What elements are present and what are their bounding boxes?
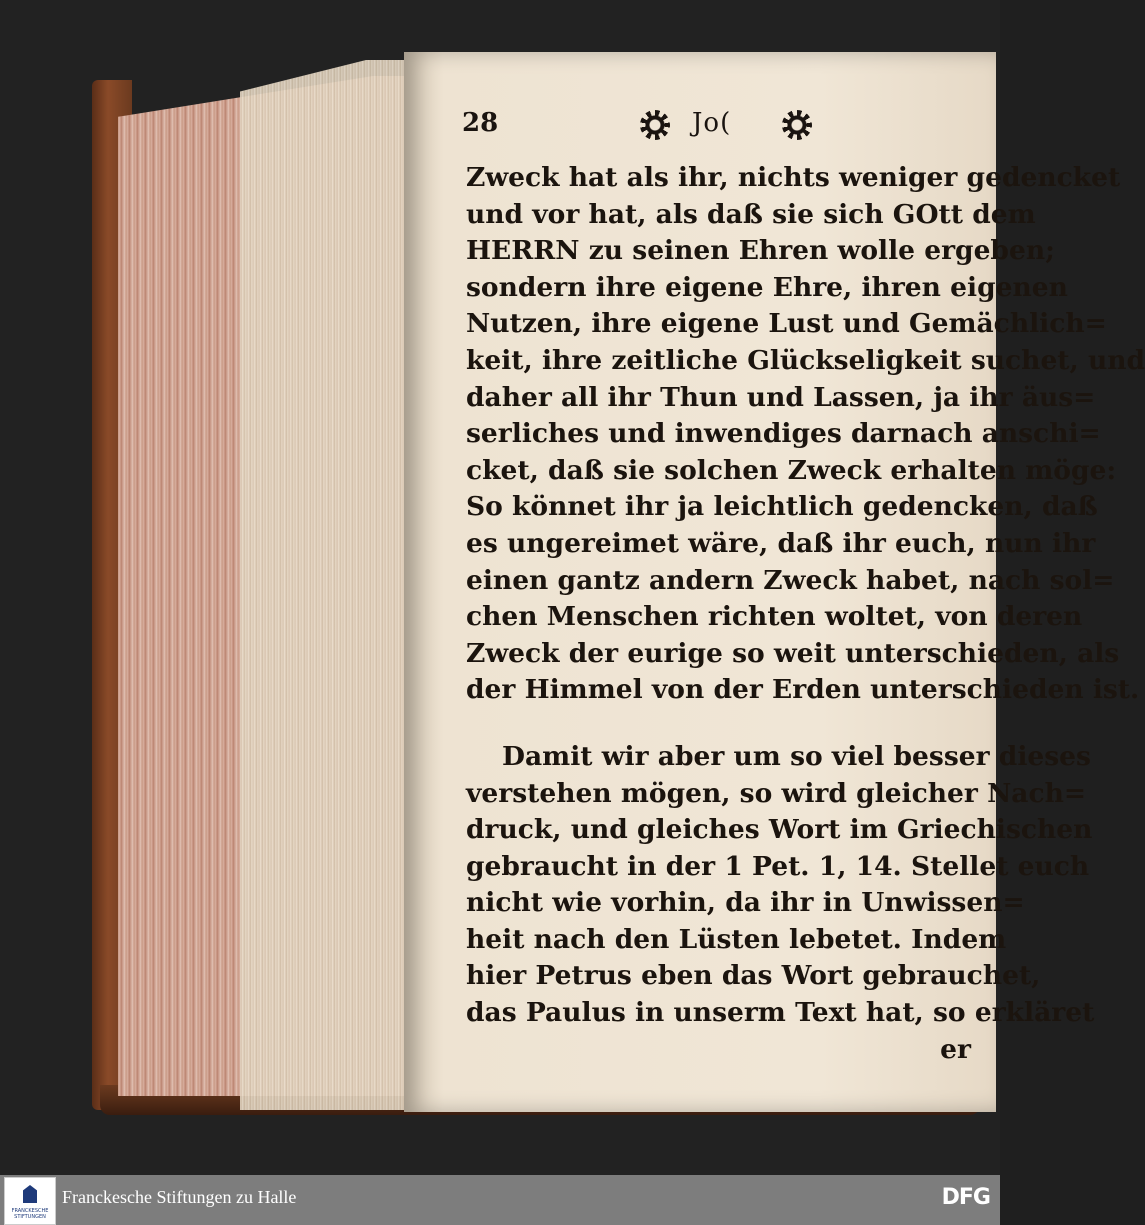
flower-ornament-icon [640, 110, 670, 140]
text-line: nicht wie vorhin, da ihr in Unwissen= [466, 887, 1025, 919]
franckesche-stiftungen-logo[interactable] [4, 1177, 56, 1225]
text-line: gebraucht in der 1 Pet. 1, 14. Stellet euch [466, 850, 1090, 882]
paragraph-2 [466, 739, 1095, 1032]
page-header [462, 108, 962, 148]
catchword: er [940, 1033, 971, 1065]
page-body-text [466, 160, 1145, 1068]
text-line: HERRN zu seinen Ehren wolle ergeben; [466, 235, 1055, 267]
text-line: sondern ihre eigene Ehre, ihren eigenen [466, 271, 1068, 303]
text-line: So könnet ihr ja leichtlich gedencken, daß [466, 491, 1098, 523]
text-line: chen Menschen richten woltet, von deren [466, 601, 1083, 633]
text-line: serliches und inwendiges darnach anschi= [466, 418, 1101, 450]
text-line: druck, und gleiches Wort im Griechischen [466, 814, 1093, 846]
logo-text: FRANCKESCHE STIFTUNGEN [11, 1208, 49, 1220]
text-line: hier Petrus eben das Wort gebrauchet, [466, 960, 1041, 992]
text-line: das Paulus in unserm Text hat, so erkläret [466, 997, 1095, 1029]
page-number: 28 [462, 108, 499, 138]
text-line: keit, ihre zeitliche Glückseligkeit suchet, und [466, 344, 1145, 376]
dfg-logo[interactable]: DFG [941, 1185, 990, 1210]
text-line: einen gantz andern Zweck habet, nach sol= [466, 564, 1115, 596]
text-line: und vor hat, als daß sie sich GOtt dem [466, 198, 1036, 230]
text-line: der Himmel von der Erden unterschieden ist. [466, 674, 1140, 706]
page-block-inner-edges [240, 60, 420, 1110]
institution-name: Franckesche Stiftungen zu Halle [62, 1187, 297, 1207]
flower-ornament-icon [782, 110, 812, 140]
text-line: es ungereimet wäre, daß ihr euch, nun ihr [466, 527, 1096, 559]
text-line: Damit wir aber um so viel besser dieses [502, 740, 1091, 772]
paragraph-gap [466, 709, 971, 739]
text-line: Zweck der eurige so weit unterschieden, als [466, 637, 1120, 669]
text-line: heit nach den Lüsten lebetet. Indem [466, 923, 1007, 955]
viewer-footer-bar [0, 1175, 1000, 1225]
header-ornament-text: Jo( [692, 108, 732, 138]
text-line: verstehen mögen, so wird gleicher Nach= [466, 777, 1087, 809]
text-line: cket, daß sie solchen Zweck erhalten möge: [466, 454, 1117, 486]
text-line: Nutzen, ihre eigene Lust und Gemächlich= [466, 308, 1107, 340]
text-line: daher all ihr Thun und Lassen, ja ihr äus= [466, 381, 1096, 413]
building-icon [23, 1185, 37, 1203]
text-line: Zweck hat als ihr, nichts weniger gedencket [466, 162, 1121, 193]
paragraph-1 [466, 160, 1145, 709]
